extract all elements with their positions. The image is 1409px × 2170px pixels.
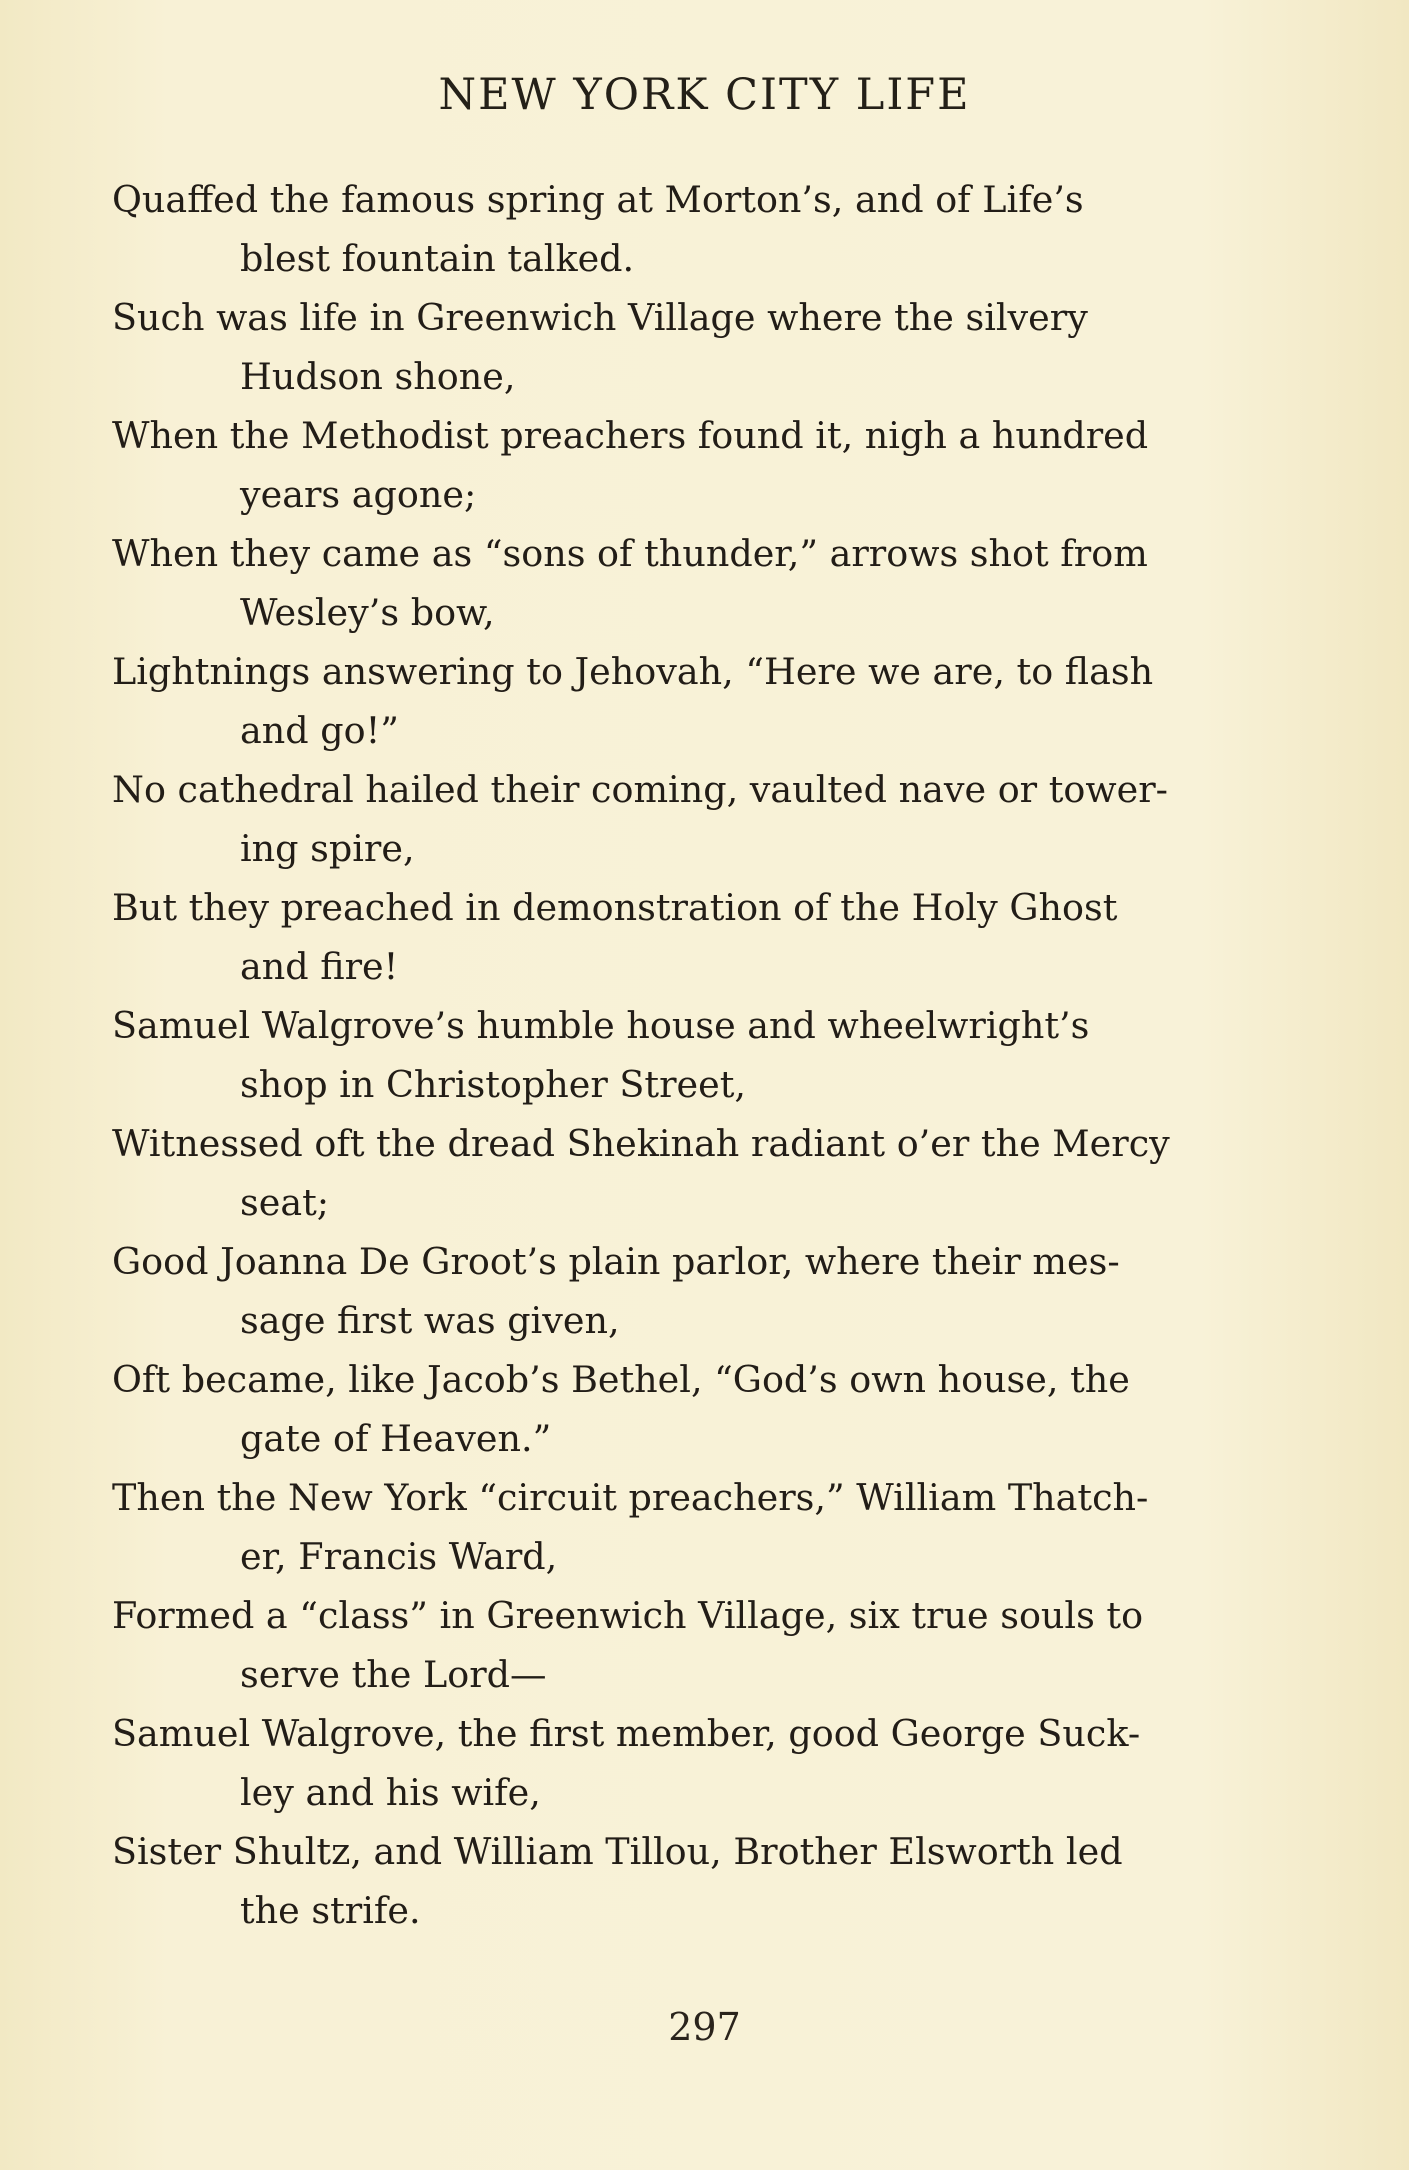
poem-line-continuation: serve the Lord—	[240, 1653, 547, 1696]
poem-line-continuation: years agone;	[240, 473, 477, 516]
poem-line: But they preached in demonstration of the Holy Ghost	[112, 886, 1118, 929]
poem-line: Samuel Walgrove, the first member, good George Suck-	[112, 1712, 1141, 1755]
poem-line: Then the New York “circuit preachers,” William Thatch-	[112, 1476, 1149, 1519]
poem-line: Witnessed oft the dread Shekinah radiant o’er the Mercy	[112, 1122, 1170, 1165]
poem-line-continuation: sage first was given,	[240, 1299, 620, 1342]
poem-line-continuation: er, Francis Ward,	[240, 1535, 558, 1578]
poem-line-continuation: ing spire,	[240, 827, 415, 870]
poem-line: When the Methodist preachers found it, nigh a hundred	[112, 414, 1149, 457]
poem-line: Oft became, like Jacob’s Bethel, “God’s own house, the	[112, 1358, 1130, 1401]
poem-line: When they came as “sons of thunder,” arrows shot from	[112, 532, 1148, 575]
poem-line: Good Joanna De Groot’s plain parlor, where their mes-	[112, 1240, 1120, 1283]
poem-line: Samuel Walgrove’s humble house and wheelwright’s	[112, 1004, 1090, 1047]
poem-line-continuation: seat;	[240, 1181, 330, 1224]
running-head: NEW YORK CITY LIFE	[438, 70, 971, 120]
poem-line: Such was life in Greenwich Village where the silvery	[112, 296, 1088, 339]
poem-line: Quaffed the famous spring at Morton’s, and of Life’s	[112, 178, 1084, 221]
page-number: 297	[668, 2005, 741, 2049]
poem-line-continuation: ley and his wife,	[240, 1771, 541, 1814]
poem-line-continuation: the strife.	[240, 1889, 421, 1932]
poem-line: Formed a “class” in Greenwich Village, six true souls to	[112, 1594, 1144, 1637]
poem-line-continuation: Hudson shone,	[240, 355, 516, 398]
poem-body	[112, 170, 1222, 1940]
poem-line: Sister Shultz, and William Tillou, Brother Elsworth led	[112, 1830, 1123, 1873]
poem-line-continuation: and fire!	[240, 945, 399, 988]
poem-line-continuation: and go!”	[240, 709, 399, 752]
poem-line-continuation: gate of Heaven.”	[240, 1417, 552, 1460]
poem-line-continuation: blest fountain talked.	[240, 237, 635, 280]
poem-line-continuation: Wesley’s bow,	[240, 591, 495, 634]
poem-line: Lightnings answering to Jehovah, “Here we are, to flash	[112, 650, 1154, 693]
poem-line: No cathedral hailed their coming, vaulted nave or tower-	[112, 768, 1168, 811]
poem-line-continuation: shop in Christopher Street,	[240, 1063, 747, 1106]
